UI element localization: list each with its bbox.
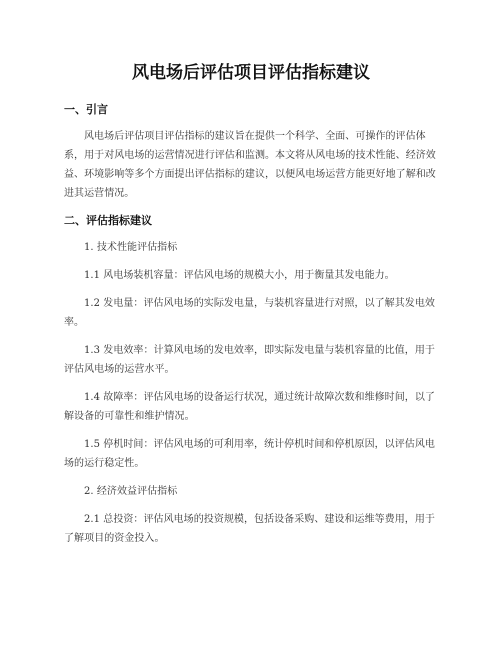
list-item: 1.5 停机时间：评估风电场的可利用率，统计停机时间和停机原因，以评估风电场的运行稳定性。 [64, 439, 435, 469]
list-item: 2.1 总投资：评估风电场的投资规模，包括设备采购、建设和运维等费用，用于了解项目的资金投入。 [64, 514, 435, 544]
section-heading: 二、评估指标建议 [64, 214, 152, 227]
paragraph: 风电场后评估项目评估指标的建议旨在提供一个科学、全面、可操作的评估体系，用于对风电场的运营情况进行评估和监测。本文将从风电场的技术性能、经济效益、环境影响等多个方面提出评估指标的建议，以便风电场运营方能更好地了解和改进其运营情况。 [64, 131, 436, 199]
section-introduction [64, 102, 438, 203]
list-item: 1.3 发电效率：计算风电场的发电效率，即实际发电量与装机容量的比值，用于评估风电场的运营水平。 [64, 345, 435, 375]
indicator-list [64, 238, 438, 548]
list-item: 1. 技术性能评估指标 [84, 242, 178, 253]
list-item: 1.1 风电场装机容量：评估风电场的规模大小，用于衡量其发电能力。 [84, 270, 395, 281]
section-heading: 一、引言 [64, 103, 108, 116]
page-title: 风电场后评估项目评估指标建议 [132, 63, 370, 83]
list-item: 1.4 故障率：评估风电场的设备运行状况，通过统计故障次数和维修时间，以了解设备的可靠性和维护情况。 [64, 392, 435, 422]
list-item: 2. 经济效益评估指标 [84, 486, 178, 497]
list-item: 1.2 发电量：评估风电场的实际发电量，与装机容量进行对照，以了解其发电效率。 [64, 298, 435, 328]
section-indicators [64, 213, 438, 548]
